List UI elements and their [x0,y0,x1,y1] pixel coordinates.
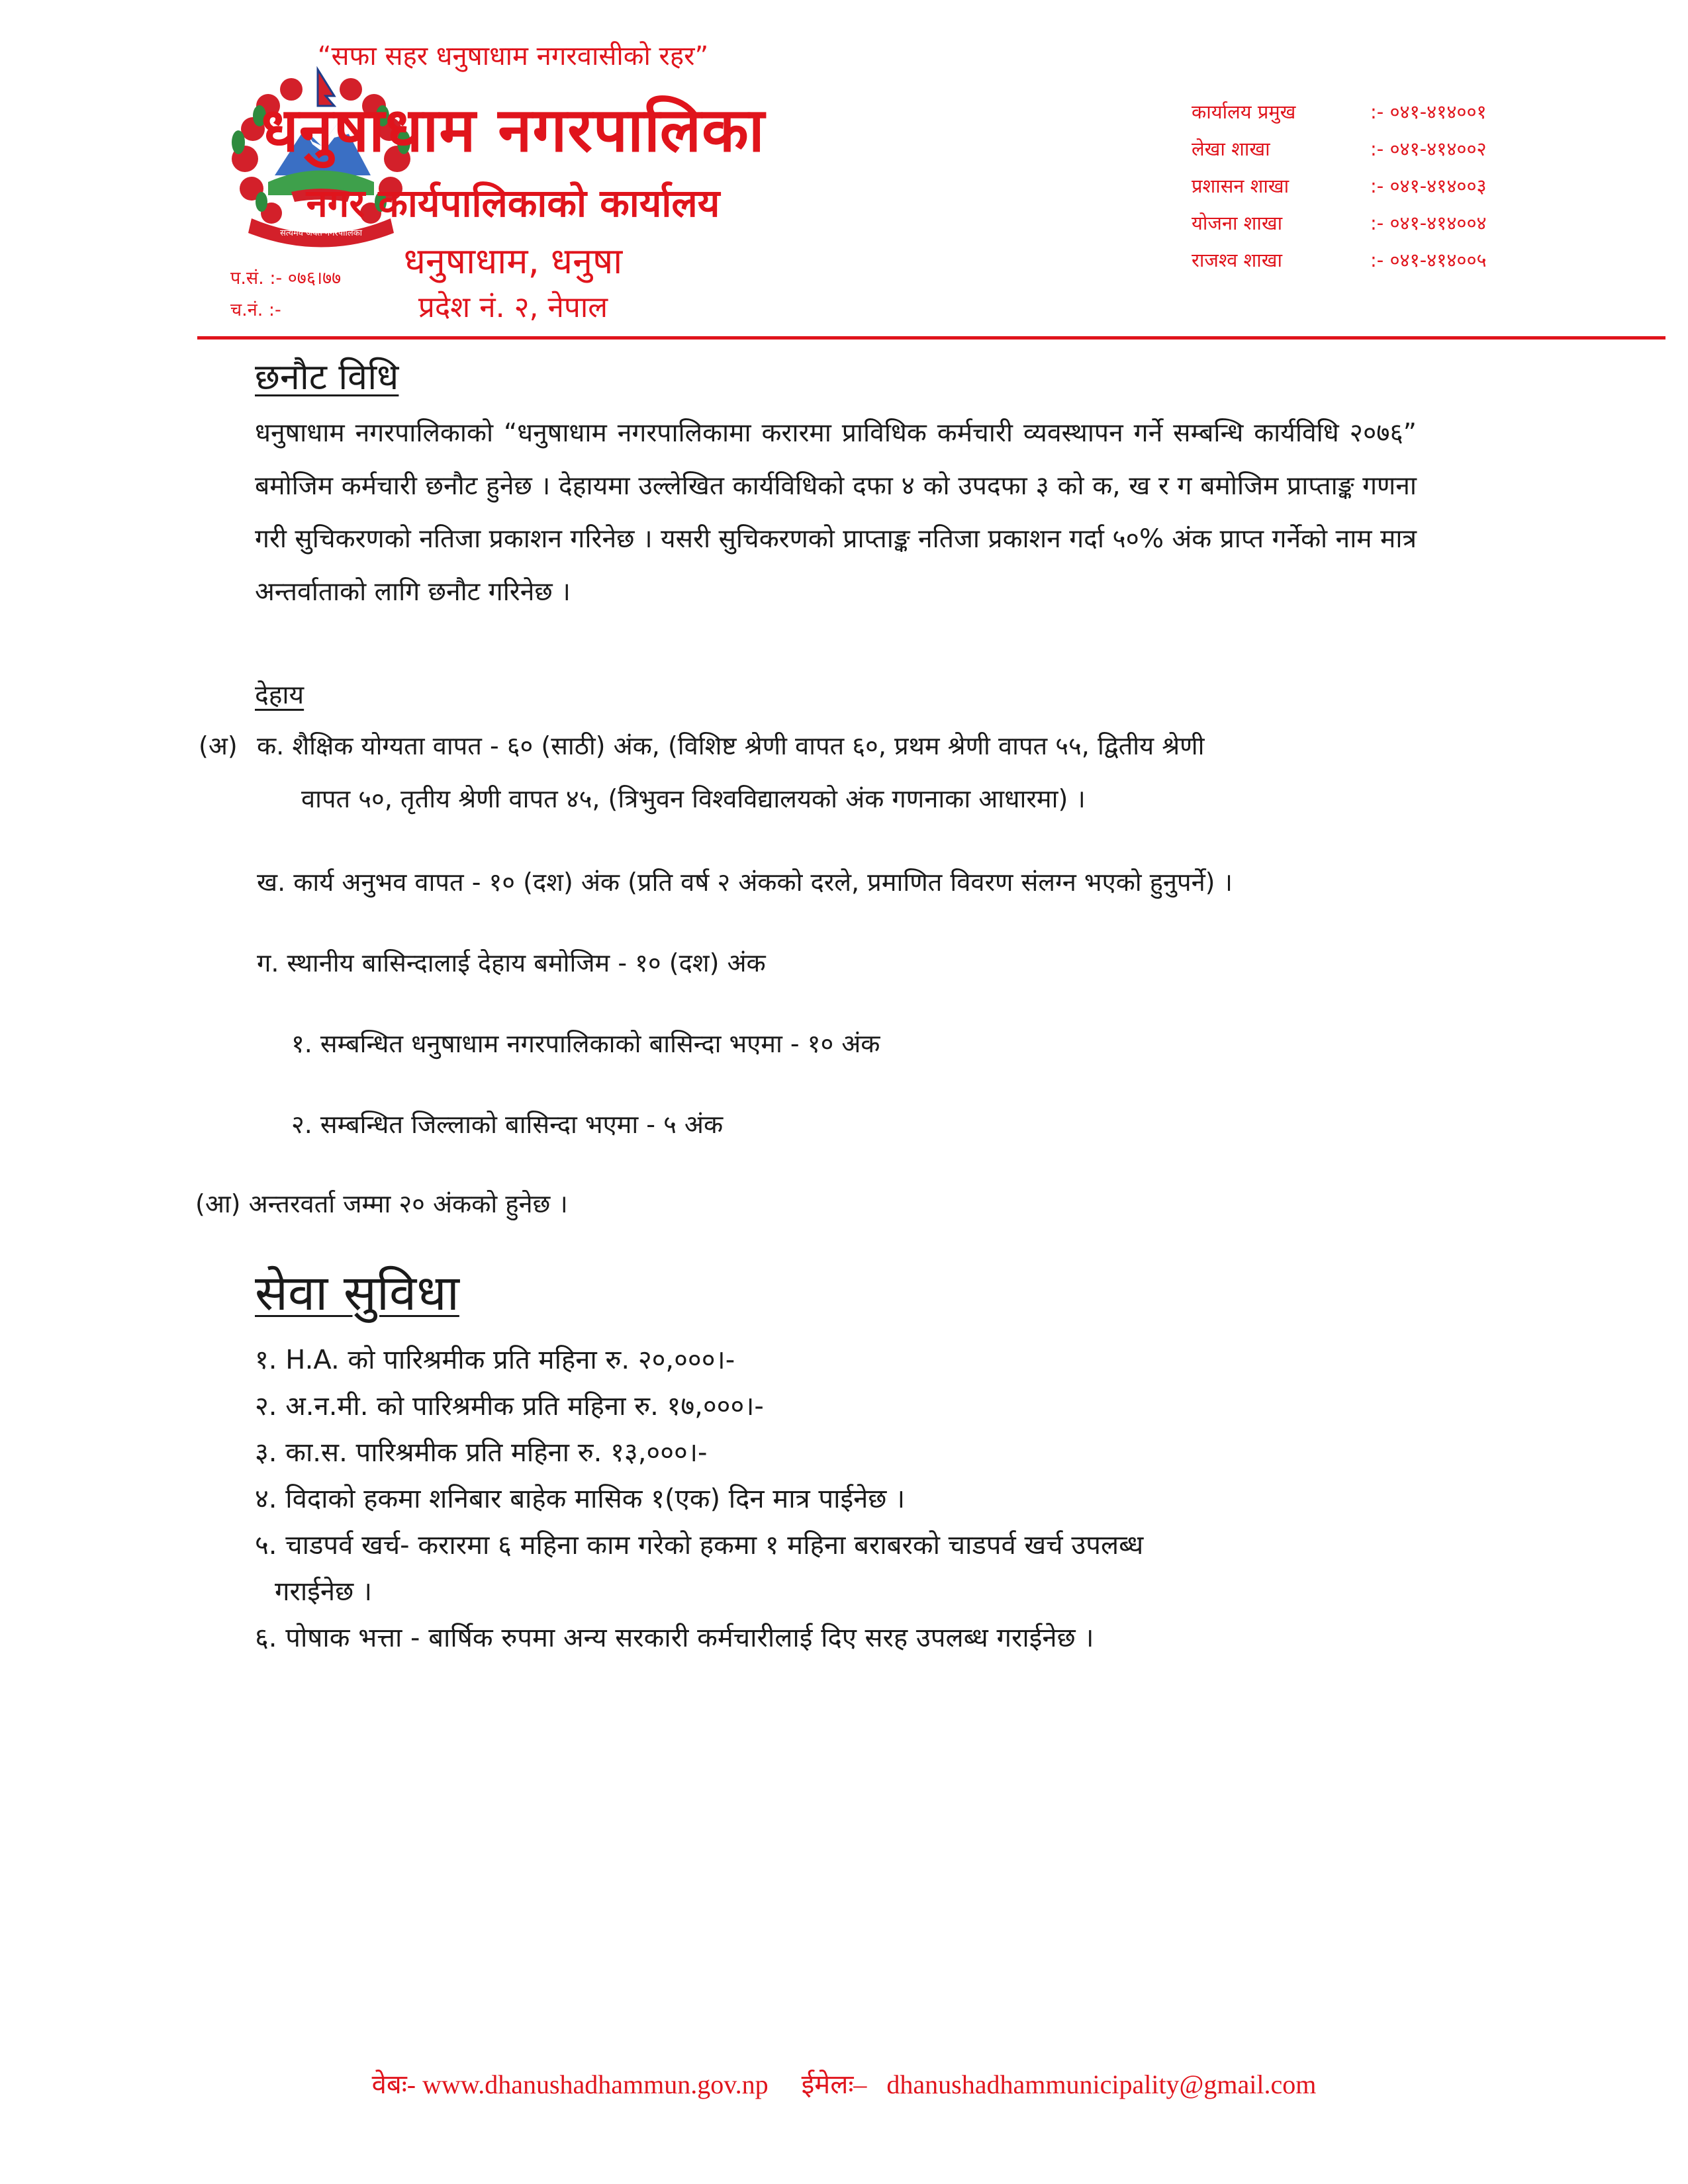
contact-row [1192,130,1562,167]
email-link[interactable]: dhanushadhammunicipality@gmail.com [886,2070,1317,2099]
list-item-continuation [255,1569,1417,1615]
list-item: ४. विदाको हकमा शनिबार बाहेक मासिक १(एक) दिन मात्र पाईनेछ । [255,1484,906,1514]
criteria-heading: देहाय [255,680,305,710]
contact-row [1192,93,1562,130]
contact-row [1192,167,1562,204]
contact-label: कार्यालय प्रमुख [1192,100,1296,123]
organization-name: धनुषाधाम नगरपालिका [261,95,765,165]
contact-phone: :- ०४१-४१४००४ [1370,211,1487,234]
website-label: वेबः- [371,2070,416,2099]
criteria-experience: ख. कार्य अनुभव वापत - १० (दश) अंक (प्रति वर्ष २ अंकको दरले, प्रमाणित विवरण संलग्न भएको हुनुपर्ने) । [257,868,1233,897]
website-link[interactable]: www.dhanushadhammun.gov.np [422,2070,769,2099]
item-a-marker: (अ) [199,731,238,760]
reference-number: प.सं. :- ०७६।७७ [230,268,342,289]
list-item: १. H.A. को पारिश्रमीक प्रति महिना रु. २०,०००।- [255,1345,735,1375]
address-line-2: प्रदेश नं. २, नेपाल [418,291,608,324]
contact-phone: :- ०४१-४१४००२ [1370,137,1487,160]
slogan: “सफा सहर धनुषाधाम नगरवासीको रहर” [317,41,709,71]
contact-row [1192,204,1562,241]
contact-phone: :- ०४१-४१४००५ [1370,248,1487,271]
contact-phone: :- ०४१-४१४००३ [1370,174,1487,197]
criteria-local-resident-district: २. सम्बन्धित जिल्लाको बासिन्दा भएमा - ५ अंक [291,1110,724,1139]
list-item: ३. का.स. पारिश्रमीक प्रति महिना रु. १३,०००।- [255,1437,708,1468]
office-name: नगर कार्यपालिकाको कार्यालय [306,181,720,226]
list-item: ६. पोषाक भत्ता - बार्षिक रुपमा अन्य सरकारी कर्मचारीलाई दिए सरह उपलब्ध गराईनेछ । [255,1623,1094,1653]
contact-label: राजश्व शाखा [1192,248,1283,271]
contact-phone: :- ०४१-४१४००१ [1370,100,1487,123]
criteria-education-line2: वापत ५०, तृतीय श्रेणी वापत ४५, (त्रिभुवन विश्वविद्यालयको अंक गणनाका आधारमा) । [301,784,1086,813]
selection-method-paragraph: धनुषाधाम नगरपालिकाको “धनुषाधाम नगरपालिकामा करारमा प्राविधिक कर्मचारी व्यवस्थापन गर्ने सम्बन्धि कार्यविधि २०७६” बमोजिम कर्मचारी छनौट हुनेछ । देहायमा उल्लेखित कार्यविधिको दफा ४ को उपदफा ३ को क, ख र ग बमोजिम प्राप्ताङ्क गणना गरी सुचिकरणको नतिजा प्रकाशन गरिनेछ । यसरी सुचिकरणको प्राप्ताङ्क नतिजा प्रकाशन गर्दा ५०% अंक प्राप्त गर्नेको नाम मात्र अन्तर्वाताको लागि छनौट गरिनेछ । [255,418,1417,607]
email-label: ईमेलः– [801,2070,867,2099]
criteria-local-resident: ग. स्थानीय बासिन्दालाई देहाय बमोजिम - १० (दश) अंक [257,948,766,978]
contact-label: प्रशासन शाखा [1192,174,1289,197]
contact-list [1192,93,1562,278]
benefits-heading: सेवा सुविधा [255,1265,459,1322]
svg-text:सत्यमेव जयते नगरपालिका: सत्यमेव जयते नगरपालिका [279,228,363,238]
criteria-interview-total: (आ) अन्तरवर्ता जम्मा २० अंकको हुनेछ । [195,1189,568,1218]
selection-method-heading: छनौट विधि [255,356,399,398]
footer [0,2065,1688,2101]
contact-row [1192,241,1562,278]
address-line-1: धनुषाधाम, धनुषा [403,240,623,282]
contact-label: लेखा शाखा [1192,137,1270,160]
continuation-text: गराईनेछ । [275,1576,372,1607]
dispatch-number: च.नं. :- [230,300,281,320]
criteria-education-line1: क. शैक्षिक योग्यता वापत - ६० (साठी) अंक, (विशिष्ट श्रेणी वापत ६०, प्रथम श्रेणी वापत ५५, द्वितीय श्रेणी [257,731,1205,760]
contact-label: योजना शाखा [1192,211,1283,234]
list-item: ५. चाडपर्व खर्च- करारमा ६ महिना काम गरेको हकमा १ महिना बराबरको चाडपर्व खर्च उपलब्ध [255,1530,1144,1561]
criteria-local-resident-municipality: १. सम्बन्धित धनुषाधाम नगरपालिकाको बासिन्दा भएमा - १० अंक [291,1029,880,1058]
list-item: २. अ.न.मी. को पारिश्रमीक प्रति महिना रु. १७,०००।- [255,1391,764,1422]
header-divider [197,336,1665,340]
benefits-list [255,1337,1417,1661]
